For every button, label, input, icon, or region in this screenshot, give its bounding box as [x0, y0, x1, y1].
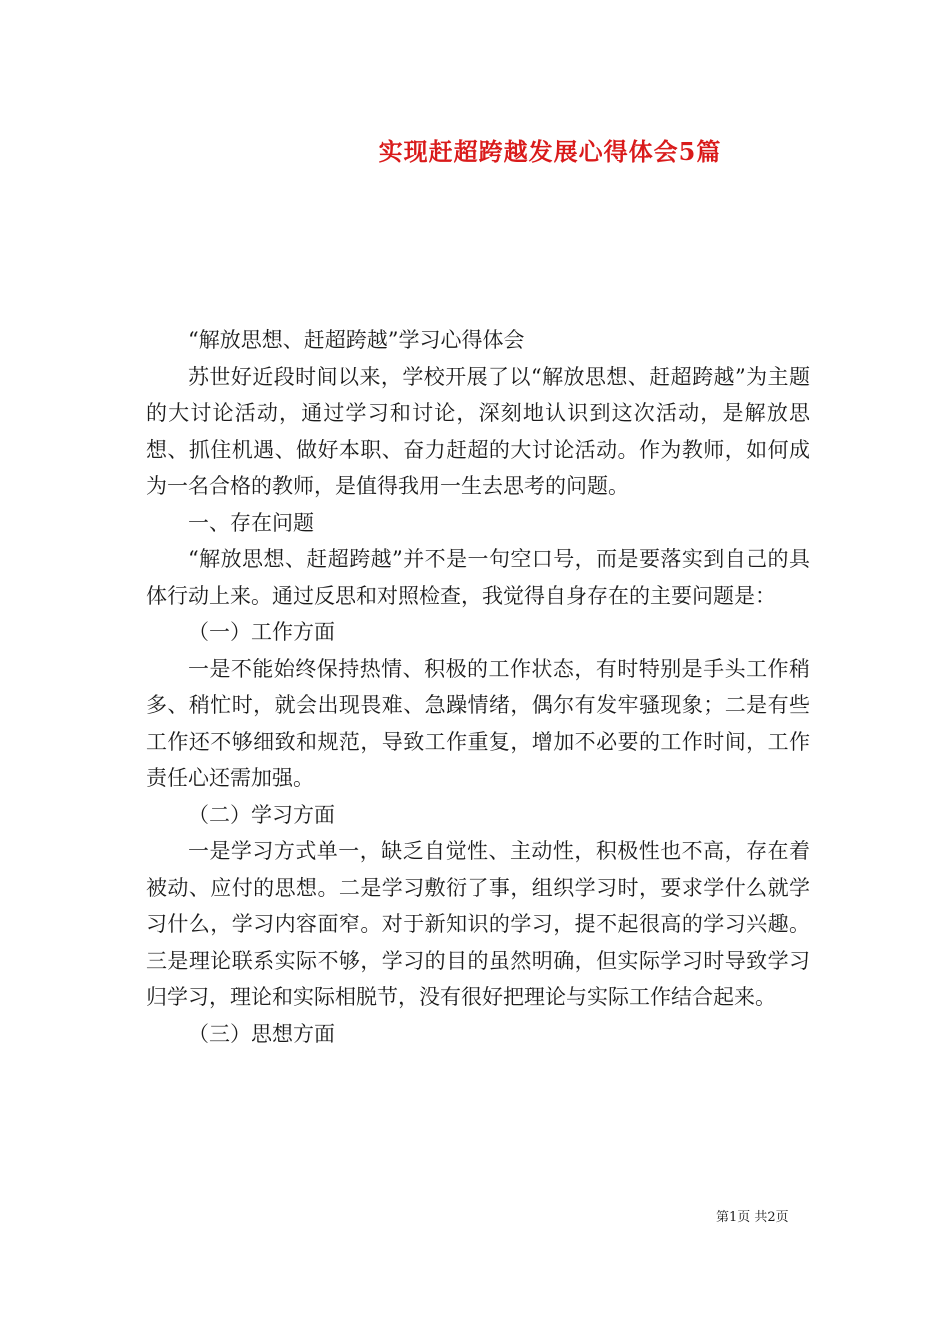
paragraph-intro: 苏世好近段时间以来，学校开展了以“解放思想、赶超跨越”为主题的大讨论活动，通过学习和讨论，深刻地认识到这次活动，是解放思想、抓住机遇、做好本职、奋力赶超的大讨论活动。作为教师，如何成为一名合格的教师，是值得我用一生去思考的问题。: [146, 364, 810, 498]
paragraph-subtitle: “解放思想、赶超跨越”学习心得体会: [188, 328, 525, 352]
subsection-heading-work: （一）工作方面: [188, 620, 335, 644]
document-body: [146, 322, 810, 1052]
document-title: 实现赶超跨越发展心得体会5篇: [378, 137, 722, 166]
subsection-heading-study: （二）学习方面: [188, 802, 335, 827]
subsection-heading-thought: （三）思想方面: [188, 1021, 335, 1046]
section-heading-problems: 一、存在问题: [188, 510, 314, 535]
paragraph-study: 一是学习方式单一，缺乏自觉性、主动性，积极性也不高，存在着被动、应付的思想。二是学习敷衍了事，组织学习时，要求学什么就学习什么，学习内容面窄。对于新知识的学习，提不起很高的学习兴趣。三是理论联系实际不够，学习的目的虽然明确，但实际学习时导致学习归学习，理论和实际相脱节，没有很好把理论与实际工作结合起来。: [146, 839, 810, 1009]
page-number: 第1页 共2页: [716, 1210, 789, 1225]
paragraph-problems-intro: “解放思想、赶超跨越”并不是一句空口号，而是要落实到自己的具体行动上来。通过反思和对照检查，我觉得自身存在的主要问题是：: [146, 547, 810, 608]
paragraph-work: 一是不能始终保持热情、积极的工作状态，有时特别是手头工作稍多、稍忙时，就会出现畏难、急躁情绪，偶尔有发牢骚现象；二是有些工作还不够细致和规范，导致工作重复，增加不必要的工作时间，工作责任心还需加强。: [146, 656, 810, 790]
